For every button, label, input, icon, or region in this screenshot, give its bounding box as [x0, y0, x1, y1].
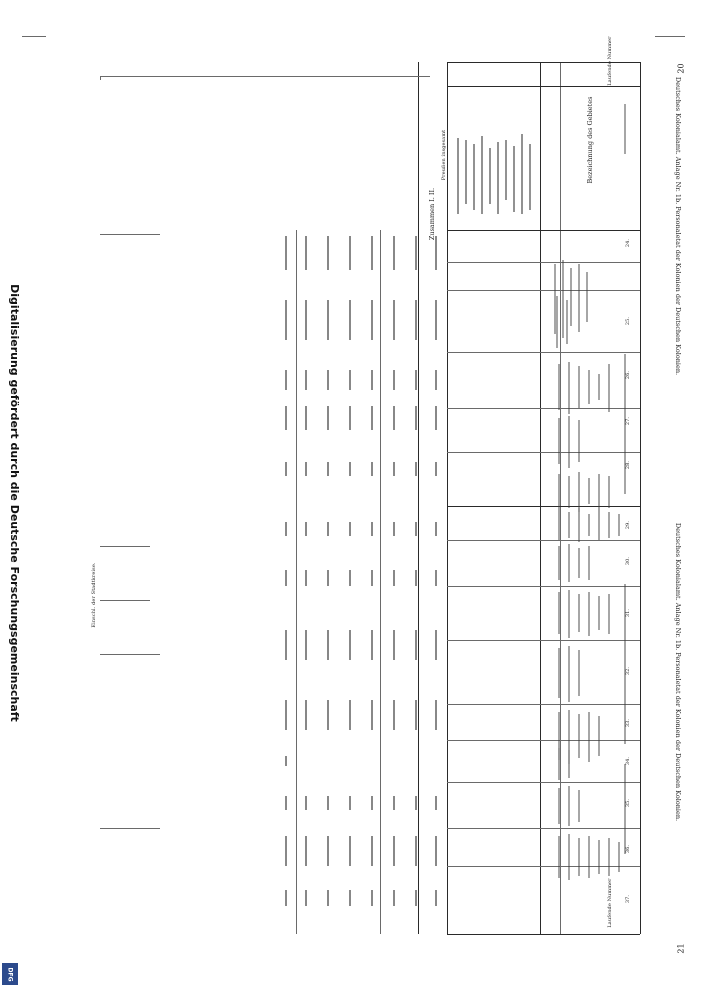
page-number-right: 21	[676, 943, 686, 954]
underline-rule	[100, 76, 430, 77]
page-number-left: 20	[676, 63, 686, 74]
underline-rule	[100, 600, 150, 601]
header-rule	[540, 62, 541, 934]
designation-entries	[448, 64, 540, 244]
designation-head: Bezeichnung des Gebietes	[586, 96, 594, 184]
col-number: 35.	[625, 798, 632, 808]
col-number: 34.	[625, 756, 632, 766]
header-left-title: Deutsches Kolonialamt. Anlage Nr. 1b. Personaletat der Kolonien der Deutschen Kolonien.	[674, 76, 682, 376]
underline-rule	[100, 546, 150, 547]
col-number: 30.	[625, 556, 632, 566]
header-right-title: Deutsches Kolonialamt. Anlage Nr. 1b. Personaletat der Kolonien der Deutschen Kolonien.	[674, 522, 682, 822]
underline-rule	[100, 828, 160, 829]
col-number: 31.	[625, 608, 632, 618]
col-number: 32.	[625, 666, 632, 676]
digitization-credit: Digitalisierung gefördert durch die Deutsche Forschungsgemeinschaft	[8, 284, 21, 722]
underline-rule	[100, 654, 160, 655]
running-number-head: Laufende Nummer	[607, 36, 613, 86]
summary-label: Zusammen I. II.	[428, 187, 436, 241]
col-number: 33.	[625, 718, 632, 728]
col-number: 24.	[625, 238, 632, 248]
column-header-text-block	[545, 64, 639, 932]
summary-rule	[418, 62, 419, 934]
col-number: 28.	[625, 460, 632, 470]
row-rule	[296, 230, 297, 934]
underline-rule	[100, 234, 160, 235]
corner-mark	[22, 36, 46, 37]
col-number: 36.	[625, 844, 632, 854]
footnote: Einschl. der Stadtkreise.	[91, 562, 97, 628]
summary-label-total: Preußen insgesamt	[441, 129, 447, 181]
data-figures-block	[276, 230, 446, 930]
row-rule	[380, 230, 381, 934]
col-number: 29.	[625, 520, 632, 530]
col-number: 27.	[625, 416, 632, 426]
running-number-head-right: Laufende Nummer	[607, 878, 613, 928]
table-border-right	[640, 62, 641, 934]
col-number: 25.	[625, 316, 632, 326]
col-number: 26.	[625, 370, 632, 380]
col-number: 37.	[625, 894, 632, 904]
dfg-logo: DFG	[2, 963, 18, 985]
